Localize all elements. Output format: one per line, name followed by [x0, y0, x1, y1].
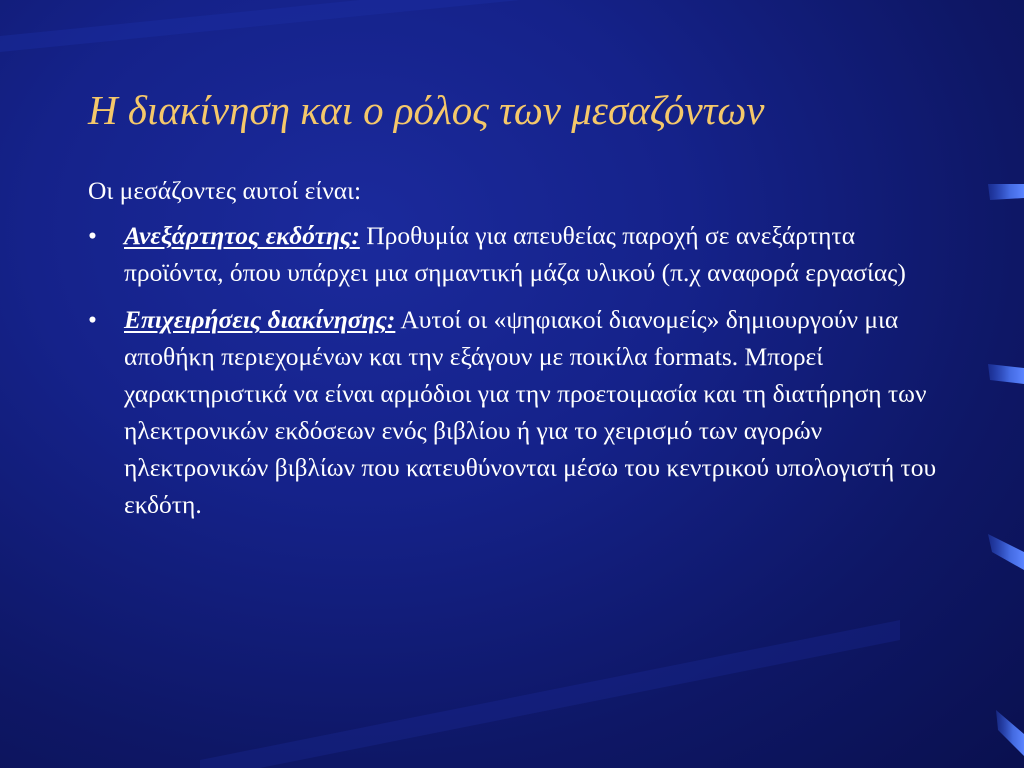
- bullet-dot-icon: •: [88, 305, 97, 334]
- bullet-item-distribution-companies: [88, 301, 944, 523]
- decor-stripe-4: [996, 710, 1024, 756]
- slide-body: [88, 172, 948, 533]
- decor-stripe-3: [988, 534, 1024, 570]
- bullet-term: Ανεξάρτητος εκδότης:: [124, 221, 360, 250]
- bullet-item-independent-publisher: [88, 217, 944, 291]
- decor-stripe-2: [988, 364, 1024, 384]
- bullet-text: Προθυμία για απευθείας παροχή σε ανεξάρτητα προϊόντα, όπου υπάρχει μια σημαντική μάζα υλικού (π.χ αναφορά εργασίας): [124, 221, 906, 287]
- decor-streak-1: [0, 0, 560, 56]
- intro-text: Οι μεσάζοντες αυτοί είναι:: [88, 176, 362, 205]
- decor-stripe-1: [988, 184, 1024, 200]
- bullet-term: Επιχειρήσεις διακίνησης:: [124, 305, 396, 334]
- bullet-dot-icon: •: [88, 221, 97, 250]
- bullet-text: Αυτοί οι «ψηφιακοί διανομείς» δημιουργούν μια αποθήκη περιεχομένων και την εξάγουν με ποικίλα formats. Μπορεί χαρακτηριστικά να είναι αρμόδιοι για την προετοιμασία και τη διατήρηση των ηλεκτρονικών εκδόσεων ενός βιβλίου ή για το χειρισμό των αγορών ηλεκτρονικών βιβλίων που κατευθύνονται μέσω του κεντρικού υπολογιστή του εκδότη.: [124, 305, 937, 519]
- decor-streak-2: [200, 620, 900, 768]
- slide-title: Η διακίνηση και ο ρόλος των μεσαζόντων: [88, 87, 765, 133]
- bullet-list: [88, 217, 948, 523]
